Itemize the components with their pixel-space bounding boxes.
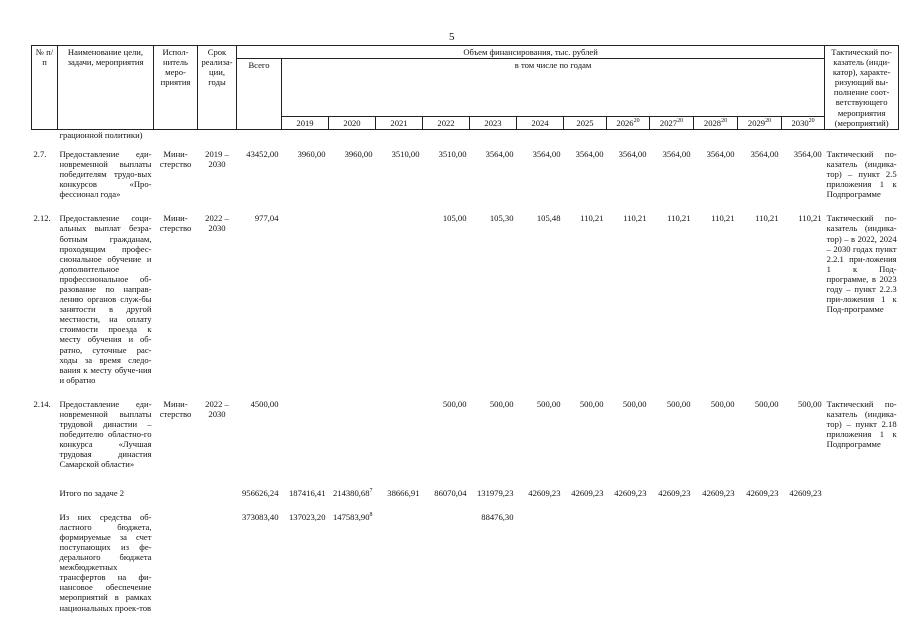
row-value-2029: 500,00 [754, 398, 779, 409]
table-row [32, 391, 899, 476]
row-value-2024: 105,48 [536, 213, 561, 224]
header-by-years: в том числе по годам [282, 59, 825, 117]
table-row [32, 205, 899, 391]
row-value-2030: 42609,23 [789, 487, 822, 498]
header-num: № п/п [32, 46, 58, 130]
row-value-2020 [329, 391, 376, 476]
row-value-2021: 3510,00 [391, 148, 420, 159]
row-value-2029: 42609,23 [746, 487, 779, 498]
header-year-2029: 2029$^{20}$ [738, 116, 782, 129]
row-value-2021 [376, 205, 423, 391]
row-executor [154, 476, 198, 504]
header-total: Всего [237, 59, 282, 130]
row-period: 2022 – 2030 [205, 398, 229, 419]
header-year-2022: 2022 [423, 116, 470, 129]
row-period [198, 504, 237, 619]
row-executor: Мини-стерство [159, 398, 192, 419]
row-value-2022: 3510,00 [438, 148, 467, 159]
row-value-2025: 3564,00 [575, 148, 604, 159]
row-value-2019: 187416,41 [288, 487, 326, 498]
row-num: 2.12. [33, 213, 51, 224]
header-year-2028: 2028$^{20}$ [694, 116, 738, 129]
page-number: 5 [449, 31, 455, 43]
row-value-2019 [282, 205, 329, 391]
row-value-2022 [423, 504, 470, 619]
table-row [32, 476, 899, 504]
row-value-2027: 110,21 [667, 213, 691, 224]
row-value-2030: 3564,00 [793, 148, 822, 159]
row-num: 2.14. [33, 398, 51, 409]
footnote-mark: 20 [721, 117, 728, 124]
row-value-2021 [376, 504, 423, 619]
row-period: 2022 – 2030 [205, 213, 229, 234]
header-year-2019: 2019 [282, 116, 329, 129]
row-value-2021: 38666,91 [387, 487, 420, 498]
row-total: 956626,24 [241, 487, 279, 498]
row-value-2023: 105,30 [489, 213, 514, 224]
row-value-2030: 110,21 [798, 213, 822, 224]
row-total: 977,04 [254, 213, 279, 224]
row-name: Предоставление еди-новременной выплаты победителям трудо-вых конкурсов «Про-фессионал года» [59, 148, 152, 200]
row-value-2024: 500,00 [536, 398, 561, 409]
header-year-2024: 2024 [517, 116, 564, 129]
row-total: 4500,00 [250, 398, 279, 409]
continuation-row [32, 129, 899, 141]
row-indicator: Тактический по-казатель (индика-тор) – пункт 2.18 приложения 1 к Подпрограмме [826, 398, 897, 450]
header-year-2020: 2020 [329, 116, 376, 129]
row-value-2029 [738, 504, 782, 619]
row-value-2022: 105,00 [442, 213, 467, 224]
row-value-2027: 3564,00 [662, 148, 691, 159]
row-value-2028 [694, 504, 738, 619]
financing-table [31, 45, 899, 619]
row-value-2023: 500,00 [489, 398, 514, 409]
row-executor: Мини-стерство [159, 213, 192, 234]
row-value-2019: 137023,20 [288, 511, 326, 522]
row-value-2025 [564, 504, 607, 619]
row-value-2024: 42609,23 [528, 487, 561, 498]
header-financing: Объем финансирования, тыс. рублей [237, 46, 825, 59]
row-value-2022: 86070,04 [434, 487, 467, 498]
row-value-2029: 3564,00 [750, 148, 779, 159]
row-period: 2019 – 2030 [205, 148, 229, 169]
row-value-2020: 147583,90$^8$ [332, 511, 373, 522]
row-value-2025: 110,21 [580, 213, 604, 224]
footnote-mark: 8 [369, 511, 373, 518]
row-value-2023: 3564,00 [485, 148, 514, 159]
row-value-2028: 42609,23 [702, 487, 735, 498]
footnote-mark: 20 [677, 117, 684, 124]
footnote-mark: 20 [765, 117, 772, 124]
row-executor [154, 504, 198, 619]
header-executor: Испол-нитель меро-приятия [154, 46, 198, 130]
row-indicator: Тактический по-казатель (индика-тор) – пункт 2.5 приложения 1 к Подпрограмме [826, 148, 897, 200]
header-period: Срок реализа-ции, годы [198, 46, 237, 130]
row-value-2028: 3564,00 [706, 148, 735, 159]
row-value-2026: 500,00 [622, 398, 647, 409]
header-year-2027: 2027$^{20}$ [650, 116, 694, 129]
row-value-2027: 42609,23 [658, 487, 691, 498]
table-body [32, 129, 899, 618]
continuation-text: грационной политики) [59, 129, 143, 140]
row-value-2030: 500,00 [798, 398, 822, 409]
row-total: 43452,00 [246, 148, 279, 159]
row-value-2026: 42609,23 [614, 487, 647, 498]
row-indicator [825, 504, 899, 619]
row-value-2024: 3564,00 [532, 148, 561, 159]
row-value-2020: 214380,68$^7$ [332, 487, 373, 498]
row-executor: Мини-стерство [159, 148, 192, 169]
header-year-2030: 2030$^{20}$ [782, 116, 825, 129]
row-name: Предоставление еди-новременной выплаты трудовой династии – победителю областно-го конкурса «Лучшая трудовая династия Самарской области» [59, 398, 152, 470]
row-value-2026: 3564,00 [618, 148, 647, 159]
header-year-2021: 2021 [376, 116, 423, 129]
row-indicator [825, 476, 899, 504]
row-name: Предоставление соци-альных выплат безра-ботным гражданам, проходящим профес-сиональное обучение и дополнительное профессиональное об-разование по направ-лению органов служ-бы занятости в другой местности, на оплату стоимости проезда к месту обучения и об-ратно, суточные рас-ходы за время следо-вания к месту обуче-ния и обратно [59, 213, 152, 385]
header-row-1 [32, 46, 899, 59]
row-value-2020 [329, 205, 376, 391]
row-value-2024 [517, 504, 564, 619]
row-value-2025: 42609,23 [571, 487, 604, 498]
row-period [198, 476, 237, 504]
table-row [32, 504, 899, 619]
row-value-2019 [282, 391, 329, 476]
footnote-mark: 20 [808, 117, 815, 124]
row-value-2027 [650, 504, 694, 619]
table-row [32, 141, 899, 205]
header-indicator: Тактический по-казатель (инди-катор), характе-ризующий вы-полнение соот-ветствующего мероприятия (мероприятий) [825, 46, 899, 130]
row-value-2027: 500,00 [666, 398, 691, 409]
row-value-2023: 131979,23 [476, 487, 514, 498]
header-name: Наименование цели, задачи, мероприятия [58, 46, 154, 130]
row-num [32, 504, 58, 619]
header-year-2025: 2025 [564, 116, 607, 129]
row-value-2028: 500,00 [710, 398, 735, 409]
row-value-2020: 3960,00 [344, 148, 373, 159]
header-year-2023: 2023 [470, 116, 517, 129]
row-value-2029: 110,21 [755, 213, 779, 224]
footnote-mark: 7 [369, 487, 373, 494]
row-value-2028: 110,21 [711, 213, 735, 224]
row-indicator: Тактический по-казатель (индика-тор) – в 2022, 2024 – 2030 годах пункт 2.2.1 при-ложения 1 к Под-программе, в 2023 году – пункт 2.2.3 при-ложения 1 к Под-программе [826, 213, 897, 315]
row-name: Итого по задаче 2 [59, 487, 125, 498]
header-year-2026: 2026$^{20}$ [607, 116, 650, 129]
row-name: Из них средства об-ластного бюджета, формируемые за счет поступающих из фе-дерального бюджета межбюджетных трансфертов на фи-нансовое обеспечение мероприятий в рамках национальных проек-тов [59, 511, 152, 613]
row-num: 2.7. [33, 148, 47, 159]
row-value-2019: 3960,00 [297, 148, 326, 159]
row-value-2022: 500,00 [442, 398, 467, 409]
row-value-2026: 110,21 [623, 213, 647, 224]
row-num [32, 476, 58, 504]
footnote-mark: 20 [633, 117, 640, 124]
row-value-2025: 500,00 [579, 398, 604, 409]
row-value-2026 [607, 504, 650, 619]
row-value-2021 [376, 391, 423, 476]
row-total: 373083,40 [241, 511, 279, 522]
row-value-2023: 88476,30 [481, 511, 514, 522]
row-value-2030 [782, 504, 825, 619]
